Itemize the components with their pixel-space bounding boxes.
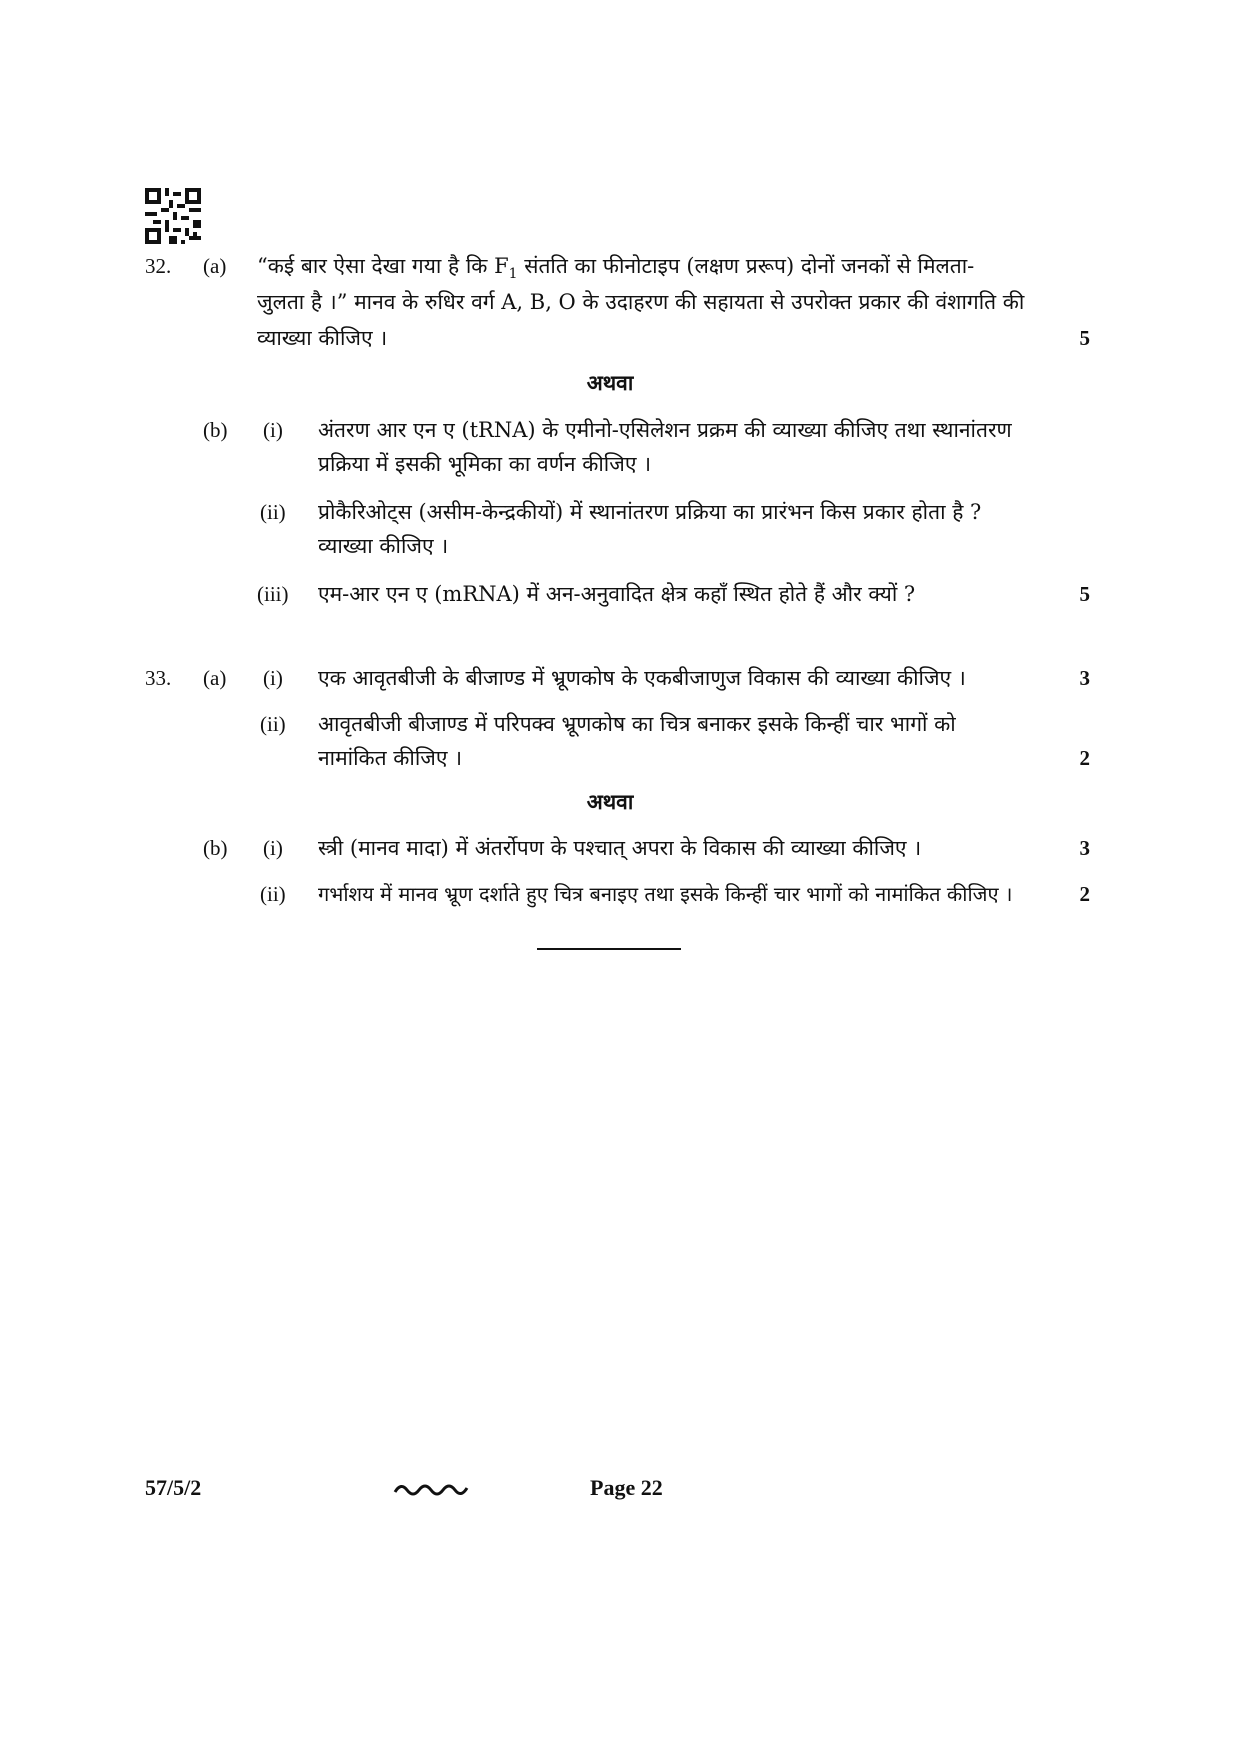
part-label-33a: (a)	[203, 666, 227, 690]
sub-label-32b-i: (i)	[263, 418, 283, 442]
qr-code-icon	[145, 188, 201, 244]
q33a-ii-line-1: आवृतबीजी बीजाण्ड में परिपक्व भ्रूणकोष का चित्र बनाकर इसके किन्हीं चार भागों को	[318, 712, 956, 736]
paper-code: 57/5/2	[145, 1475, 202, 1500]
q32b-i-line-2: प्रक्रिया में इसकी भूमिका का वर्णन कीजिए ।	[318, 452, 652, 476]
or-heading-32: अथवा	[586, 370, 634, 395]
sub-label-33a-ii: (ii)	[260, 712, 286, 736]
or-heading-33: अथवा	[586, 789, 634, 814]
q33a-i-text: एक आवृतबीजी के बीजाण्ड में भ्रूणकोष के एकबीजाणुज विकास की व्याख्या कीजिए ।	[318, 666, 966, 690]
q33b-i-text: स्त्री (मानव मादा) में अंतर्रोपण के पश्चात् अपरा के विकास की व्याख्या कीजिए ।	[318, 836, 922, 860]
q32a-line-3: व्याख्या कीजिए ।	[257, 326, 388, 350]
marks-32b: 5	[1079, 582, 1090, 606]
q32a-text-1b: संतति का फीनोटाइप (लक्षण प्ररूप) दोनों जनकों से मिलता-	[517, 254, 975, 278]
q32a-text-1: “कई बार ऐसा देखा गया है कि F	[257, 254, 509, 278]
marks-33a-i: 3	[1079, 666, 1090, 690]
sub-label-32b-ii: (ii)	[260, 500, 286, 524]
question-number-33: 33.	[145, 666, 172, 690]
wave-ornament-icon	[393, 1478, 473, 1502]
question-number-32: 32.	[145, 254, 172, 278]
marks-32a: 5	[1079, 326, 1090, 350]
q32b-ii-line-2: व्याख्या कीजिए ।	[318, 534, 449, 558]
sub-label-33b-ii: (ii)	[260, 882, 286, 906]
sub-label-33a-i: (i)	[263, 666, 283, 690]
part-label-32a: (a)	[203, 254, 227, 278]
subscript-1: 1	[508, 266, 518, 283]
q33a-ii-line-2: नामांकित कीजिए ।	[318, 746, 463, 770]
marks-33a-ii: 2	[1079, 746, 1090, 770]
part-label-33b: (b)	[203, 836, 228, 860]
q32b-ii-line-1: प्रोकैरिओट्स (असीम-केन्द्रकीयों) में स्थानांतरण प्रक्रिया का प्रारंभन किस प्रकार होता है ?	[318, 500, 982, 524]
marks-33b-i: 3	[1079, 836, 1090, 860]
q32a-line-2: जुलता है ।” मानव के रुधिर वर्ग A, B, O के उदाहरण की सहायता से उपरोक्त प्रकार की वंशागति की	[257, 290, 1025, 314]
q32b-iii-text: एम-आर एन ए (mRNA) में अन-अनुवादित क्षेत्र कहाँ स्थित होते हैं और क्यों ?	[318, 582, 916, 606]
q32b-i-line-1: अंतरण आर एन ए (tRNA) के एमीनो-एसिलेशन प्रक्रम की व्याख्या कीजिए तथा स्थानांतरण	[318, 418, 1012, 442]
page-number: Page 22	[590, 1475, 663, 1500]
end-rule	[537, 948, 681, 950]
part-label-32b: (b)	[203, 418, 228, 442]
q33b-ii-text: गर्भाशय में मानव भ्रूण दर्शाते हुए चित्र बनाइए तथा इसके किन्हीं चार भागों को नामांकित कीजिए ।	[318, 882, 1013, 906]
marks-33b-ii: 2	[1079, 882, 1090, 906]
sub-label-33b-i: (i)	[263, 836, 283, 860]
sub-label-32b-iii: (iii)	[257, 582, 289, 606]
